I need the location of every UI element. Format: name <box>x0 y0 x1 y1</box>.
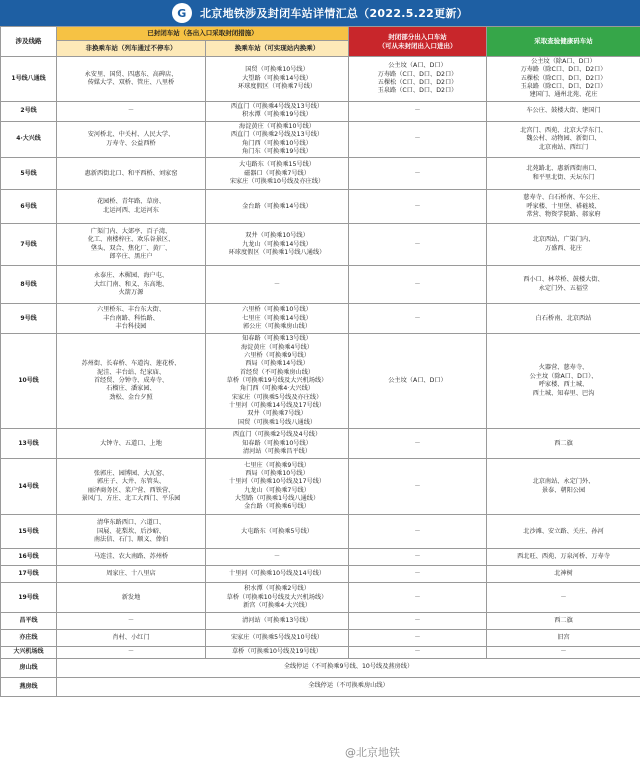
row-non-transfer-cell: － <box>57 647 206 658</box>
row-transfer-cell: 七里庄（可换乘9号线） 西局（可换乘10号线） 十里河（可换乘10号线及17号线） 九龙山（可换乘7号线） 大望路（可换乘1号线八通线） 金台路（可换乘6号线） <box>206 459 349 515</box>
row-non-transfer-cell: 永泰庄、木樨园、海户屯、 大红门南、和义、东高地、 火箭万源 <box>57 266 206 304</box>
row-partial-cell: － <box>349 158 487 190</box>
table-row <box>1 459 640 515</box>
row-non-transfer-cell: 肖村、小红门 <box>57 630 206 647</box>
row-partial-cell: － <box>349 613 487 630</box>
row-non-transfer-cell: 清华东路西口、六道口、 国展、花梨坎、后沙峪、 南法信、石门、顺义、俸伯 <box>57 515 206 549</box>
row-line-cell: 5号线 <box>1 158 57 190</box>
row-line-cell: 亦庄线 <box>1 630 57 647</box>
row-non-transfer-cell: 马连洼、农大南路、苏州桥 <box>57 549 206 566</box>
table-row <box>1 121 640 157</box>
column-header-partial: 封闭部分出入口车站 （可从未封闭出入口进出） <box>349 27 487 57</box>
row-line-cell: 大兴机场线 <box>1 647 57 658</box>
row-partial-cell: － <box>349 429 487 459</box>
row-transfer-cell: 清河站（可换乘13号线） <box>206 613 349 630</box>
row-line-cell: 7号线 <box>1 224 57 266</box>
row-partial-cell: － <box>349 647 487 658</box>
row-transfer-cell: 西直门（可换乘4号线及13号线） 积水潭（可换乘19号线） <box>206 101 349 121</box>
table-row <box>1 583 640 613</box>
row-non-transfer-cell: － <box>57 613 206 630</box>
row-non-transfer-cell: 新发地 <box>57 583 206 613</box>
row-non-transfer-cell: 周家庄、十八里店 <box>57 566 206 583</box>
row-partial-cell: － <box>349 266 487 304</box>
row-line-cell: 10号线 <box>1 334 57 429</box>
column-header-transfer: 换乘车站（可实现站内换乘） <box>206 41 349 57</box>
row-transfer-cell: 草桥（可换乘10号线及19号线） <box>206 647 349 658</box>
row-partial-cell: － <box>349 224 487 266</box>
row-health-cell: － <box>487 647 640 658</box>
row-transfer-cell: 十里河（可换乘10号线及14号线） <box>206 566 349 583</box>
title-bar <box>0 0 640 26</box>
row-health-cell: 车公庄、鼓楼大街、建国门 <box>487 101 640 121</box>
row-transfer-cell: 大屯路东（可换乘5号线） <box>206 515 349 549</box>
row-non-transfer-cell: 六里桥东、丰台东大街、 丰台南路、科怡路、 丰台科技园 <box>57 304 206 334</box>
row-line-cell: 4·大兴线 <box>1 121 57 157</box>
row-partial-cell: － <box>349 630 487 647</box>
row-partial-cell: － <box>349 121 487 157</box>
row-line-cell: 2号线 <box>1 101 57 121</box>
row-line-cell: 6号线 <box>1 190 57 224</box>
row-health-cell: 公主坟（除A口、D口） 万寿路（除C口、D口、D2口） 五棵松（除C口、D口、D2口） 玉泉路（除C口、D口、D2口） 建国门、通州北苑、花庄 <box>487 57 640 102</box>
table-row <box>1 549 640 566</box>
row-non-transfer-cell: 花园桥、青年路、草房、 北运河西、北运河东 <box>57 190 206 224</box>
row-partial-cell: 公主坟（A口、D口） 万寿路（C口、D口、D2口） 五棵松（C口、D口、D2口） 玉泉路（C口、D口、D2口） <box>349 57 487 102</box>
row-line-cell: 13号线 <box>1 429 57 459</box>
row-non-transfer-cell: 安河桥北、中关村、人民大学、 万寿寺、公益西桥 <box>57 121 206 157</box>
row-health-cell: 西北旺、西苑、万泉河桥、万寿寺 <box>487 549 640 566</box>
row-non-transfer-cell: 苏州街、长春桥、车道沟、莲花桥、 泥洼、丰台站、纪家庙、 首经贸、分钟寺、成寿寺、 石榴庄、潘家园、 劲松、金台夕照 <box>57 334 206 429</box>
row-line-cell: 16号线 <box>1 549 57 566</box>
table-row <box>1 647 640 658</box>
table-row <box>1 266 640 304</box>
row-transfer-cell: 金台路（可换乘14号线） <box>206 190 349 224</box>
row-non-transfer-cell: 惠新西街北口、和平西桥、刘家窑 <box>57 158 206 190</box>
row-transfer-cell: 西直门（可换乘2号线及4号线） 知春路（可换乘10号线） 清河站（可换乘昌平线） <box>206 429 349 459</box>
row-line-cell: 8号线 <box>1 266 57 304</box>
row-transfer-cell: － <box>206 266 349 304</box>
row-partial-cell: － <box>349 190 487 224</box>
table-row <box>1 158 640 190</box>
row-transfer-cell: － <box>206 549 349 566</box>
table-row <box>1 334 640 429</box>
row-line-cell: 房山线 <box>1 658 57 677</box>
table-body <box>1 57 640 697</box>
table-row <box>1 630 640 647</box>
row-partial-cell: － <box>349 583 487 613</box>
row-full-suspension-cell: 全线停运（不可换乘房山线） <box>57 677 640 696</box>
row-partial-cell: － <box>349 459 487 515</box>
page-title: 北京地铁涉及封闭车站详情汇总（2022.5.22更新） <box>199 7 469 20</box>
row-health-cell: 西二旗 <box>487 429 640 459</box>
row-health-cell: 白石桥南、北京西站 <box>487 304 640 334</box>
row-health-cell: 旧宫 <box>487 630 640 647</box>
weibo-watermark: @北京地铁 <box>345 746 400 759</box>
table-row <box>1 304 640 334</box>
column-header-non-transfer: 非换乘车站（列车通过不停车） <box>57 41 206 57</box>
row-health-cell: 北京西站、广渠门内、 万盛西、花庄 <box>487 224 640 266</box>
table-row <box>1 57 640 102</box>
row-health-cell: 北沙滩、安立路、关庄、孙河 <box>487 515 640 549</box>
row-non-transfer-cell: 广渠门内、大郊亭、百子湾、 化工、南楼梓庄、欢乐谷景区、 垡头、双合、焦化厂、黄厂、 郎辛庄、黑庄户 <box>57 224 206 266</box>
row-line-cell: 15号线 <box>1 515 57 549</box>
row-partial-cell: － <box>349 515 487 549</box>
row-line-cell: 14号线 <box>1 459 57 515</box>
row-non-transfer-cell: 张郭庄、园博园、大瓦窑、 郭庄子、大井、东管头、 丽泽商务区、菜户营、西铁营、 景风门、方庄、北工大西门、平乐园 <box>57 459 206 515</box>
table-row <box>1 677 640 696</box>
row-health-cell: 西小口、林萃桥、鼓楼大街、 永定门外、五福堂 <box>487 266 640 304</box>
closure-table <box>0 26 640 697</box>
row-transfer-cell: 知春路（可换乘13号线） 海淀黄庄（可换乘4号线） 六里桥（可换乘9号线） 西局（可换乘14号线） 首经贸（不可换乘房山线） 草桥（可换乘19号线及大兴机场线） 角门西（可换乘4·大兴线） 宋家庄（可换乘5号线及亦庄线） 十里河（可换乘14号线及17号线） 双井（可换乘7号线） 国贸（可换乘1号线八通线） <box>206 334 349 429</box>
row-health-cell: 北京南站、永定门外、 景泰、朝阳公园 <box>487 459 640 515</box>
row-transfer-cell: 大屯路东（可换乘15号线） 磁器口（可换乘7号线） 宋家庄（可换乘10号线及亦庄线） <box>206 158 349 190</box>
table-row <box>1 658 640 677</box>
table-row <box>1 429 640 459</box>
row-partial-cell: － <box>349 304 487 334</box>
row-line-cell: 燕房线 <box>1 677 57 696</box>
row-transfer-cell: 海淀黄庄（可换乘10号线） 西直门（可换乘2号线及13号线） 角门西（可换乘10号线） 角门东（可换乘19号线） <box>206 121 349 157</box>
table-row <box>1 190 640 224</box>
table-row <box>1 515 640 549</box>
row-line-cell: 1号线八通线 <box>1 57 57 102</box>
row-transfer-cell: 宋家庄（可换乘5号线及10号线） <box>206 630 349 647</box>
row-line-cell: 17号线 <box>1 566 57 583</box>
row-transfer-cell: 六里桥（可换乘10号线） 七里庄（可换乘14号线） 郭公庄（可换乘房山线） <box>206 304 349 334</box>
row-non-transfer-cell: 大钟寺、五道口、上地 <box>57 429 206 459</box>
row-transfer-cell: 国贸（可换乘10号线） 大望路（可换乘14号线） 环球度假区（可换乘7号线） <box>206 57 349 102</box>
row-transfer-cell: 积水潭（可换乘2号线） 草桥（可换乘10号线及大兴机场线） 新宫（可换乘4·大兴线） <box>206 583 349 613</box>
row-partial-cell: － <box>349 101 487 121</box>
row-line-cell: 昌平线 <box>1 613 57 630</box>
row-health-cell: 北苑路北、惠新西街南口、 和平里北街、天坛东门 <box>487 158 640 190</box>
row-partial-cell: － <box>349 566 487 583</box>
row-health-cell: 北宫门、西苑、北京大学东门、 魏公村、动物园、新街口、 北京南站、西红门 <box>487 121 640 157</box>
row-transfer-cell: 双井（可换乘10号线） 九龙山（可换乘14号线） 环球度假区（可换乘1号线八通线） <box>206 224 349 266</box>
row-line-cell: 9号线 <box>1 304 57 334</box>
row-partial-cell: 公主坟（A口、D口） <box>349 334 487 429</box>
row-full-suspension-cell: 全线停运（不可换乘9号线、10号线及燕房线） <box>57 658 640 677</box>
row-non-transfer-cell: 永安里、国贸、四惠东、高碑店、 传媒大学、双桥、管庄、八里桥 <box>57 57 206 102</box>
row-health-cell: 北神树 <box>487 566 640 583</box>
column-header-health: 采取查验健康码车站 <box>487 27 640 57</box>
table-row <box>1 101 640 121</box>
column-header-line: 涉及线路 <box>1 27 57 57</box>
row-non-transfer-cell: － <box>57 101 206 121</box>
row-health-cell: 西二旗 <box>487 613 640 630</box>
row-health-cell: 火器营、慈寿寺、 公主坟（除A口、D口）、 呼家楼、西土城、 西土城、知春里、巴沟 <box>487 334 640 429</box>
beijing-subway-logo-icon: G <box>172 3 192 23</box>
row-health-cell: 慈寿寺、白石桥南、车公庄、 呼家楼、十里堡、褡裢坡、 常营、物资学院路、郝家府 <box>487 190 640 224</box>
table-row <box>1 566 640 583</box>
row-partial-cell: － <box>349 549 487 566</box>
column-header-closed-group: 已封闭车站（各出入口采取封闭措施） <box>57 27 349 41</box>
row-line-cell: 19号线 <box>1 583 57 613</box>
table-row <box>1 224 640 266</box>
row-health-cell: － <box>487 583 640 613</box>
table-row <box>1 613 640 630</box>
